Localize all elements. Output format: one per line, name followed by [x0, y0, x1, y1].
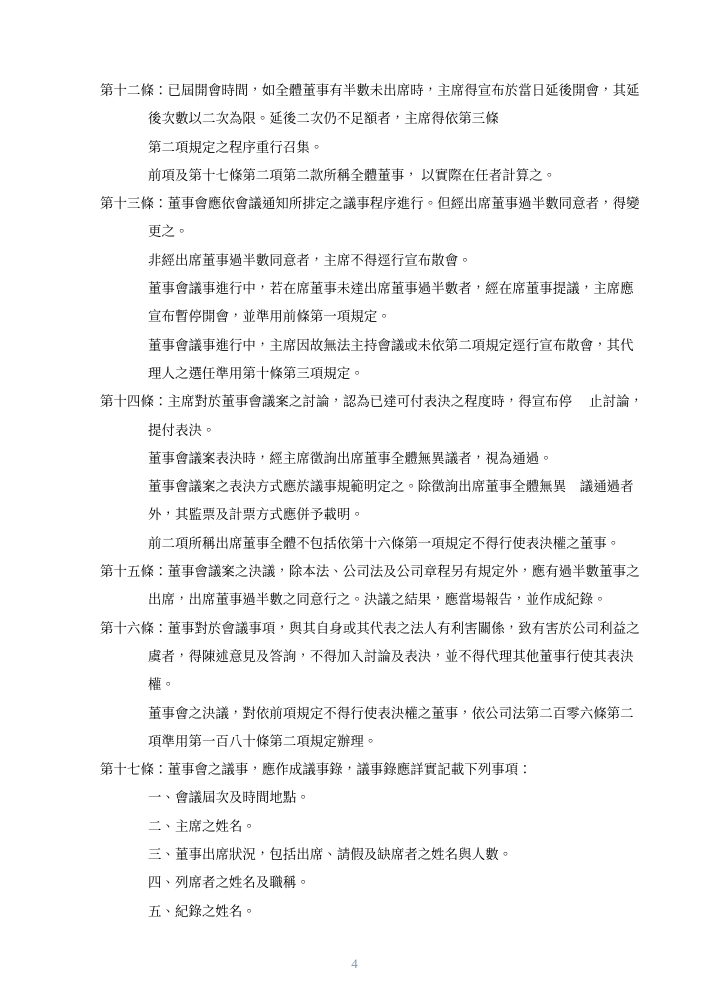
document-body: [0, 77, 709, 926]
article-13-line-1: 第十三條：董事會應依會議通知所排定之議事程序進行。但經出席董事過半數同意者，得變: [100, 196, 640, 212]
article-15: [0, 558, 709, 615]
article-17-item-2: 二、主席之姓名。: [148, 818, 256, 834]
article-13-line-3: 非經出席董事過半數同意者，主席不得逕行宣布散會。: [148, 252, 472, 268]
article-16-line-4: 董事會之決議，對依前項規定不得行使表決權之董事，依公司法第二百零六條第二: [148, 705, 634, 721]
article-13: [0, 190, 709, 388]
article-17-item-4: 四、列席者之姓名及職稱。: [148, 875, 310, 891]
article-16-line-3: 權。: [148, 677, 175, 693]
article-16-line-2: 虞者，得陳述意見及答詢，不得加入討論及表決，並不得代理其他董事行使其表決: [148, 648, 634, 664]
article-15-line-1: 第十五條：董事會議案之決議，除本法、公司法及公司章程另有規定外，應有過半數董事之: [100, 564, 640, 580]
article-17-item-1: 一、會議屆次及時間地點。: [148, 790, 310, 806]
article-12-line-3: 第二項規定之程序重行召集。: [148, 139, 324, 155]
article-14: [0, 388, 709, 558]
article-14-line-5: 外，其監票及計票方式應併予載明。: [148, 507, 364, 523]
article-13-line-4: 董事會議事進行中，若在席董事未達出席董事過半數者，經在席董事提議，主席應: [148, 281, 634, 297]
article-12: [0, 77, 709, 190]
article-14-line-3: 董事會議案表決時，經主席徵詢出席董事全體無異議者，視為通過。: [148, 450, 553, 466]
page-number: 4: [351, 956, 358, 971]
article-16: [0, 615, 709, 756]
article-14-line-4: 董事會議案之表決方式應於議事規範明定之。除徵詢出席董事全體無異 議通過者: [148, 479, 634, 495]
article-12-line-4: 前項及第十七條第二項第二款所稱全體董事， 以實際在任者計算之。: [148, 167, 557, 183]
article-17: [0, 756, 709, 926]
article-15-line-2: 出席，出席董事過半數之同意行之。決議之結果，應當場報告，並作成紀錄。: [148, 592, 607, 608]
article-17-line-1: 第十七條：董事會之議事，應作成議事錄，議事錄應詳實記載下列事項：: [100, 762, 532, 778]
article-17-item-5: 五、紀錄之姓名。: [148, 903, 256, 919]
article-12-line-2: 後次數以二次為限。延後二次仍不足額者，主席得依第三條: [148, 111, 499, 127]
article-12-line-1: 第十二條：已屆開會時間，如全體董事有半數未出席時，主席得宣布於當日延後開會，其延: [100, 83, 640, 98]
article-13-line-5: 宣布暫停開會，並準用前條第一項規定。: [148, 309, 391, 325]
article-14-line-1: 第十四條：主席對於董事會議案之討論，認為已達可付表決之程度時，得宣布停 止討論，: [100, 394, 644, 410]
article-14-line-6: 前二項所稱出席董事全體不包括依第十六條第一項規定不得行使表決權之董事。: [148, 535, 621, 551]
article-17-item-3: 三、董事出席狀況，包括出席、請假及缺席者之姓名與人數。: [148, 847, 513, 863]
article-16-line-1: 第十六條：董事對於會議事項，與其自身或其代表之法人有利害關係，致有害於公司利益之: [100, 620, 640, 636]
article-13-line-7: 理人之選任準用第十條第三項規定。: [148, 365, 364, 381]
article-16-line-5: 項準用第一百八十條第二項規定辦理。: [148, 733, 378, 749]
article-13-line-6: 董事會議事進行中，主席因故無法主持會議或未依第二項規定逕行宣布散會，其代: [148, 337, 634, 353]
article-13-line-2: 更之。: [148, 224, 189, 240]
article-14-line-2: 提付表決。: [148, 422, 216, 438]
